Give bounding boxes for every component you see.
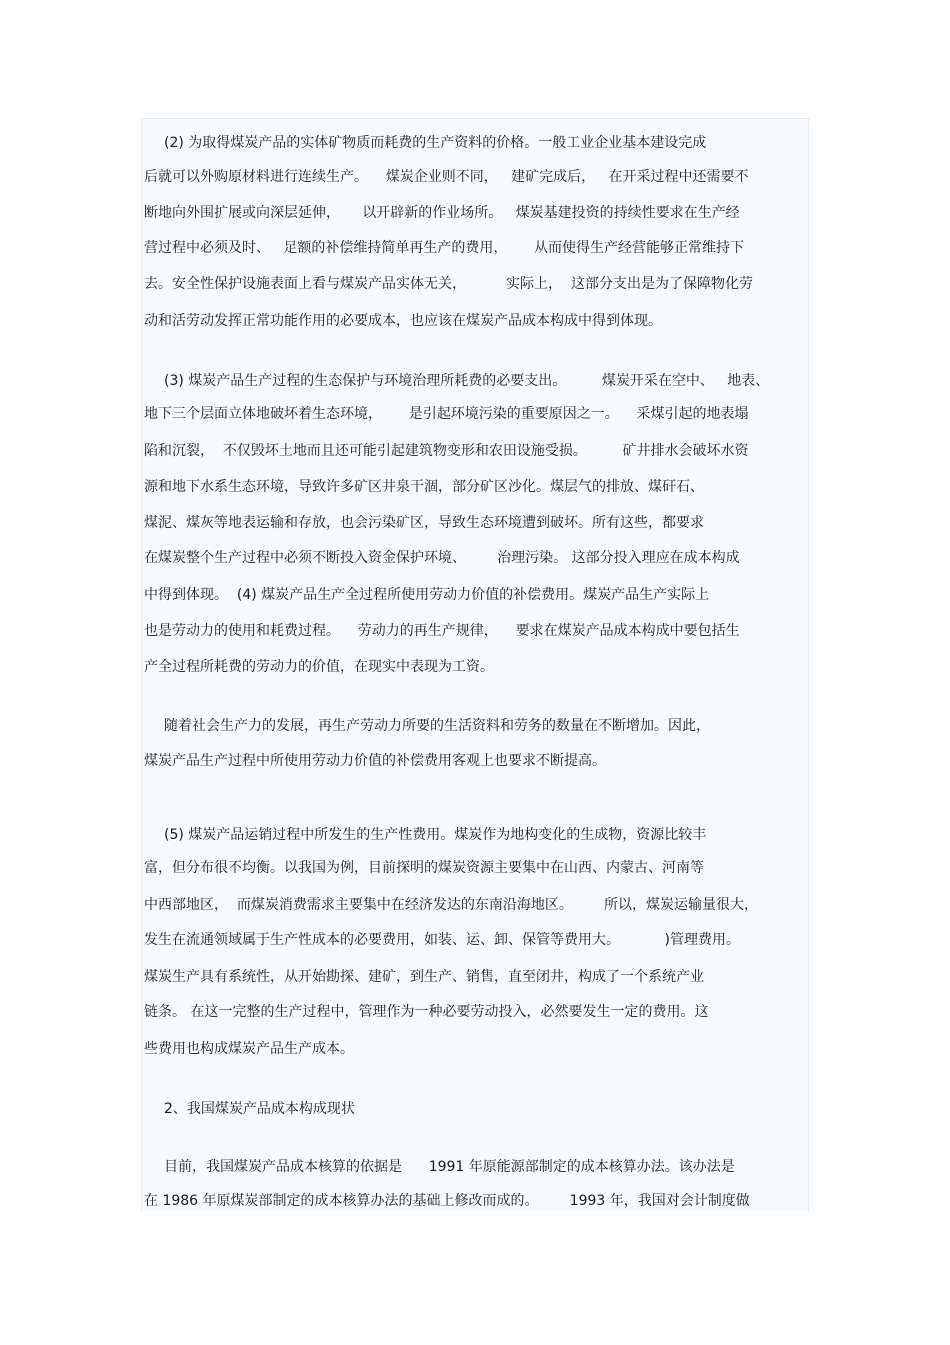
text-line: 去。安全性保护设施表面上看与煤炭产品实体无关， 实际上， 这部分支出是为了保障物化劳	[144, 276, 753, 292]
text-line: 随着社会生产力的发展，再生产劳动力所要的生活资料和劳务的数量在不断增加。因此，	[164, 718, 710, 734]
text-line: 后就可以外购原材料进行连续生产。 煤炭企业则不同， 建矿完成后， 在开采过程中还需要不	[144, 169, 749, 185]
text-line: 些费用也构成煤炭产品生产成本。	[144, 1041, 354, 1057]
text-line: 动和活劳动发挥正常功能作用的必要成本，也应该在煤炭产品成本构成中得到体现。	[144, 313, 662, 329]
text-line: 煤炭生产具有系统性，从开始勘探、建矿，到生产、销售，直至闭井，构成了一个系统产业	[144, 969, 704, 985]
text-line: 在煤炭整个生产过程中必须不断投入资金保护环境、 治理污染。 这部分投入理应在成本构成	[144, 550, 740, 566]
text-line: 也是劳动力的使用和耗费过程。 劳动力的再生产规律， 要求在煤炭产品成本构成中要包括生	[144, 623, 740, 639]
text-line: 煤炭产品生产过程中所使用劳动力价值的补偿费用客观上也要求不断提高。	[144, 753, 606, 769]
text-line: (2) 为取得煤炭产品的实体矿物质而耗费的生产资料的价格。一般工业企业基本建设完成	[164, 135, 707, 151]
text-line: 营过程中必须及时、 足额的补偿维持简单再生产的费用， 从而使得生产经营能够正常维持下	[144, 240, 745, 256]
text-line: (3) 煤炭产品生产过程的生态保护与环境治理所耗费的必要支出。 煤炭开采在空中、 地表、	[164, 373, 770, 389]
text-line: 目前，我国煤炭产品成本核算的依据是 1991 年原能源部制定的成本核算办法。该办法是	[164, 1159, 735, 1175]
text-line: 断地向外围扩展或向深层延伸， 以开辟新的作业场所。 煤炭基建投资的持续性要求在生产经	[144, 205, 740, 221]
text-line: 富，但分布很不均衡。以我国为例，目前探明的煤炭资源主要集中在山西、内蒙古、河南等	[144, 860, 704, 876]
text-line: 地下三个层面立体地破坏着生态环境， 是引起环境污染的重要原因之一。 采煤引起的地表塌	[144, 406, 749, 422]
text-line: 中西部地区， 而煤炭消费需求主要集中在经济发达的东南沿海地区。 所以，煤炭运输量很大，	[144, 897, 759, 913]
text-line: 煤泥、煤灰等地表运输和存放，也会污染矿区，导致生态环境遭到破坏。所有这些，都要求	[144, 515, 704, 531]
text-line: 发生在流通领域属于生产性成本的必要费用，如装、运、卸、保管等费用大。 )管理费用。	[144, 932, 740, 948]
section-heading: 2、我国煤炭产品成本构成现状	[164, 1101, 355, 1117]
text-line: (5) 煤炭产品运销过程中所发生的生产性费用。煤炭作为地构变化的生成物，资源比较丰	[164, 827, 707, 843]
text-line: 源和地下水系生态环境，导致许多矿区井泉干涸，部分矿区沙化。煤层气的排放、煤矸石、	[144, 479, 704, 495]
text-line: 陷和沉裂， 不仅毁坏土地而且还可能引起建筑物变形和农田设施受损。 矿井排水会破坏水资	[144, 443, 749, 459]
text-line: 链条。 在这一完整的生产过程中，管理作为一种必要劳动投入，必然要发生一定的费用。这	[144, 1004, 709, 1020]
text-line: 产全过程所耗费的劳动力的价值，在现实中表现为工资。	[144, 659, 494, 675]
text-line: 在 1986 年原煤炭部制定的成本核算办法的基础上修改而成的。 1993 年，我国对会计制度做	[144, 1193, 750, 1209]
text-line: 中得到体现。 (4) 煤炭产品生产全过程所使用劳动力价值的补偿费用。煤炭产品生产实际上	[144, 587, 710, 603]
